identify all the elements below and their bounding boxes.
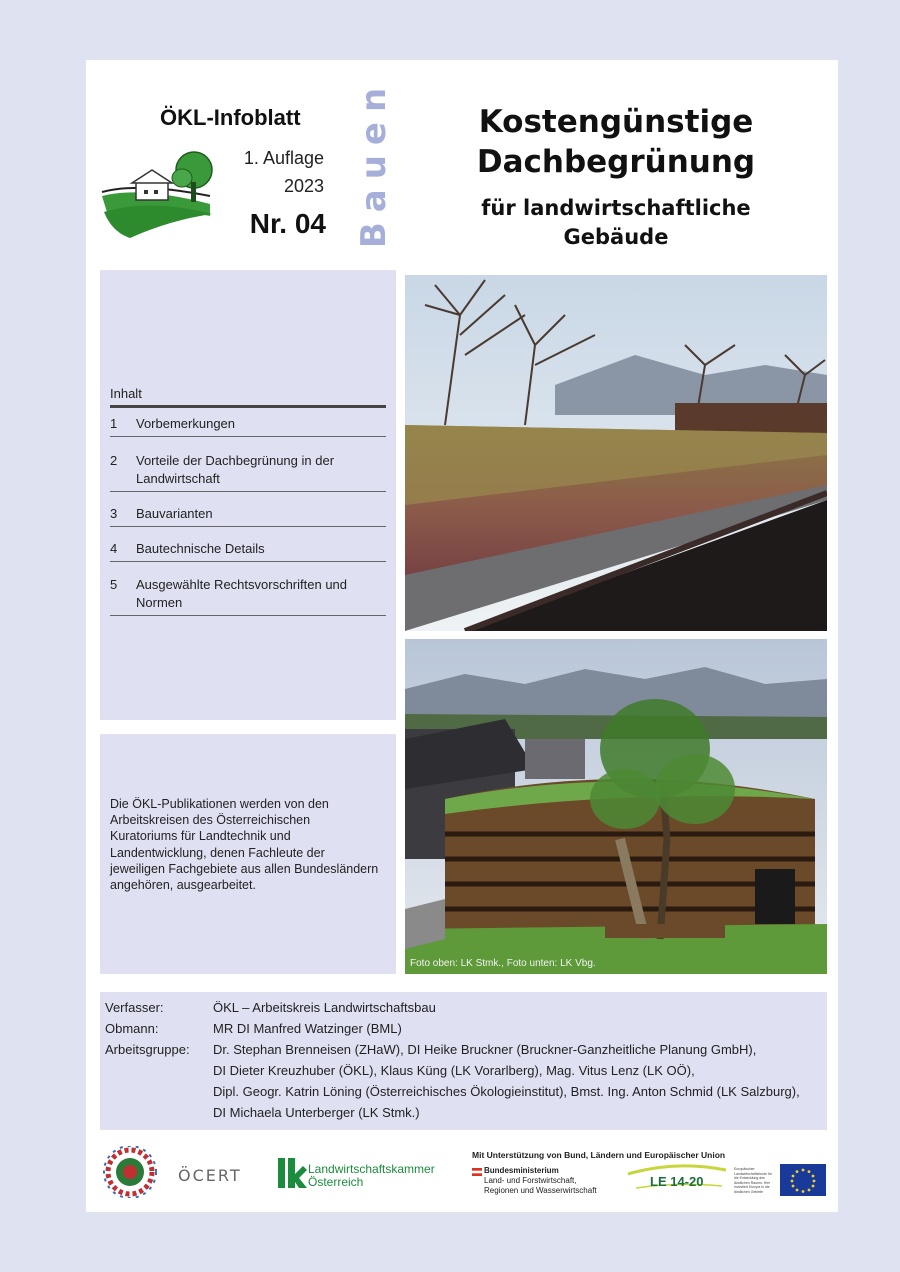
authors-panel [100,992,827,1130]
document-subtitle [436,194,796,252]
toc-item-4[interactable] [110,540,386,562]
oecert-logo: ÖCERT [178,1166,242,1185]
author-label: Verfasser: [105,1000,164,1015]
series-title: ÖKL-Infoblatt [160,105,301,130]
toc-item-label: Ausgewählte Rechtsvorschriften und Normen [136,577,348,610]
group-line: Dr. Stephan Brenneisen (ZHaW), DI Heike Bruckner (Bruckner-Ganzheitliche Planung GmbH), [213,1042,757,1057]
group-line: Dipl. Geogr. Katrin Löning (Österreichisches Ökologieinstitut), Bmst. Ing. Anton Schmid (LK Salzburg), [213,1084,800,1099]
toc-item-label: Vorbemerkungen [136,416,236,431]
ministry-text [484,1166,597,1196]
edition-label: 1. Auflage [243,148,324,168]
photo-credit: Foto oben: LK Stmk., Foto unten: LK Vbg. [410,958,596,969]
document-page [86,60,838,1212]
toc-item-5[interactable] [110,576,386,616]
toc-item-number: 2 [110,453,118,468]
toc-item-number: 5 [110,577,118,592]
group-line: DI Dieter Kreuzhuber (ÖKL), Klaus Küng (LK Vorarlberg), Mag. Vitus Lenz (LK OÖ), [213,1063,695,1078]
subtitle-line-1: für landwirtschaftliche [481,196,751,220]
toc-item-2[interactable] [110,452,386,492]
info-text: Die ÖKL-Publikationen werden von den Arbeitskreisen des Österreichischen Kuratoriums für Landtechnik und Landentwicklung, denen Fachleute der jeweiligen Fachgebiete aus allen Bundesländern angehören, ausgearbeitet. [110,797,379,893]
category-label: Bauen [354,77,395,249]
toc-panel [100,270,396,720]
issue-number: Nr. 04 [249,208,326,239]
toc-item-number: 1 [110,416,118,431]
ministry-line-2: Land- und Forstwirtschaft, [484,1176,577,1185]
ministry-line-3: Regionen und Wasserwirtschaft [484,1186,597,1195]
chair-value: MR DI Manfred Watzinger (BML) [213,1021,402,1036]
group-members [213,1039,825,1123]
toc-item-3[interactable] [110,505,386,527]
author-value: ÖKL – Arbeitskreis Landwirtschaftsbau [213,1000,436,1015]
year-label: 2023 [283,176,324,196]
toc-item-label: Vorteile der Dachbegrünung in der Landwirtschaft [136,453,335,486]
austria-flag-icon [472,1168,482,1176]
eu-fund-text: Europäischer Landwirtschaftsfonds für die Entwicklung des ländlichen Raums: Hier investiert Europa in die ländlichen Gebiete [734,1167,772,1194]
le-logo: LE 14-20 [650,1174,704,1189]
group-label: Arbeitsgruppe: [105,1042,190,1057]
photo-barn-roof [405,639,827,974]
toc-item-label: Bauvarianten [136,506,213,521]
lk-line-1: Landwirtschaftskammer [308,1162,435,1176]
info-panel [100,734,396,974]
toc-item-number: 4 [110,541,118,556]
author-row [105,997,825,1018]
title-line-1: Kostengünstige [478,104,754,140]
toc-item-number: 3 [110,506,118,521]
category-vertical [354,68,394,258]
chair-label: Obmann: [105,1021,159,1036]
chair-row [105,1018,825,1039]
toc-item-label: Bautechnische Details [136,541,265,556]
group-row [105,1039,825,1123]
lk-text [308,1163,435,1189]
toc-heading: Inhalt [110,386,386,408]
title-line-2: Dachbegrünung [476,144,756,180]
circular-flags-logo-icon [102,1146,158,1198]
photo-green-roof [405,275,827,631]
group-line: DI Michaela Unterberger (LK Stmk.) [213,1105,420,1120]
lk-line-2: Österreich [308,1175,364,1189]
subtitle-line-2: Gebäude [563,225,669,249]
document-title [436,102,796,182]
oekl-logo-icon [100,146,220,238]
ministry-line-1: Bundesministerium [484,1166,559,1175]
support-text: Mit Unterstützung von Bund, Ländern und Europäischer Union [472,1150,726,1160]
eu-flag-icon [780,1164,826,1196]
lk-logo-icon [276,1156,308,1190]
toc-item-1[interactable] [110,415,386,437]
